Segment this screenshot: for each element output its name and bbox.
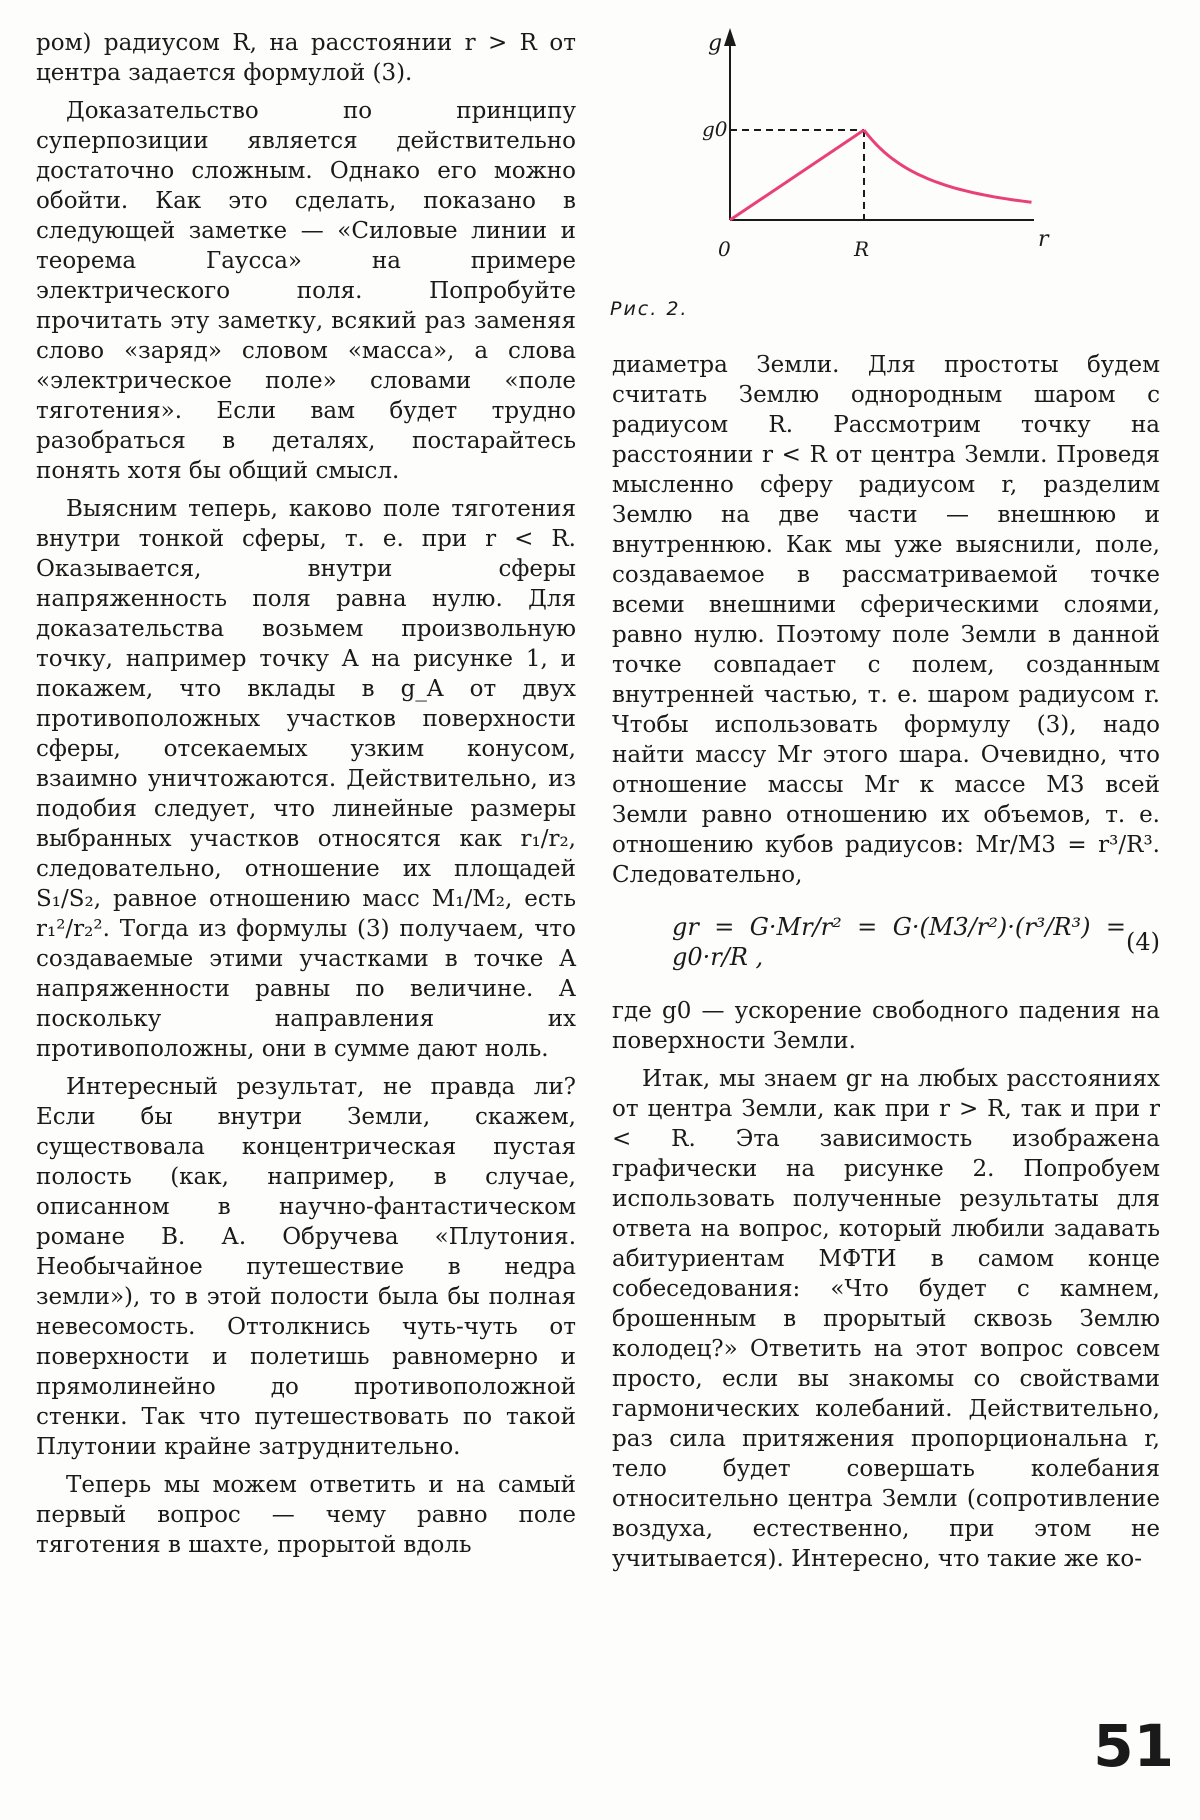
origin-label: 0 [718,237,731,261]
y-axis-arrow [724,28,736,46]
paragraph: Теперь мы можем ответить и на самый первый вопрос — чему равно поле тяготения в шахте, прорытой вдоль [36,1472,576,1558]
curve-outside-earth [864,130,1032,202]
figure-2 [606,20,1166,320]
formula-4 [612,912,1160,972]
page-number: 51 [1093,1712,1174,1780]
x-axis-label: r [1038,227,1049,252]
paragraph: Итак, мы знаем gr на любых расстояниях от центра Земли, как при r > R, так и при r < R. Эта зависимость изображена графически на рисунке 2. Попробуем использовать полученные результаты для ответа на вопрос, который любили задавать абитуриентам МФТИ в самом конце собеседования: «Что будет с камнем, брошенным в прорытый сквозь Землю колодец?» Ответить на этот вопрос совсем просто, если вы знакомы со свойствами гармонических колебаний. Действительно, раз сила притяжения пропорциональна r, тело будет совершать колебания относительно центра Земли (сопротивление воздуха, естественно, при этом не учитывается). Интересно, что такие же ко- [612,1066,1160,1572]
formula-number: (4) [1126,928,1160,956]
curve-inside-earth [730,130,864,220]
R-tick-label: R [854,237,870,261]
g0-tick-label: g0 [702,117,728,141]
figure-caption: Рис. 2. [610,298,689,320]
paragraph: ром) радиусом R, на расстоянии r > R от центра задается формулой (3). [36,30,576,86]
paragraph: диаметра Земли. Для простоты будем считать Землю однородным шаром с радиусом R. Рассмотрим точку на расстоянии r < R от центра Земли. Проведя мысленно сферу радиусом r, разделим Землю на две части — внешнюю и внутреннюю. Как мы уже выяснили, поле, создаваемое в рассматриваемой точке всеми внешними сферическими слоями, равно нулю. Поэтому поле Земли в данной точке совпадает с полем, созданным внутренней частью, т. е. шаром радиусом r. Чтобы использовать формулу (3), надо найти массу Mr этого шара. Очевидно, что отношение массы Mr к массе M3 всей Земли равно отношению их объемов, т. е. отношению кубов радиусов: Mr/M3 = r³/R³. Следовательно, [612,352,1160,888]
gravity-chart [606,20,1166,320]
left-column [36,28,576,1568]
paragraph: Выясним теперь, каково поле тяготения внутри тонкой сферы, т. е. при r < R. Оказывается, внутри сферы напряженность поля равна нулю. Для доказательства возьмем произвольную точку, например точку A на рисунке 1, и покажем, что вклады в g_A от двух противоположных участков поверхности сферы, отсекаемых узким конусом, взаимно уничтожаются. Действительно, из подобия следует, что линейные размеры выбранных участков относятся как r₁/r₂, следовательно, отношение их площадей S₁/S₂, равное отношению масс M₁/M₂, есть r₁²/r₂². Тогда из формулы (3) получаем, что создаваемые этими участками в точке A напряженности равны по величине. А поскольку направления их противоположны, они в сумме дают ноль. [36,496,576,1062]
right-column [612,350,1160,1582]
paragraph: Интересный результат, не правда ли? Если бы внутри Земли, скажем, существовала концентрическая пустая полость (как, например, в случае, описанном в научно-фантастическом романе В. А. Обручева «Плутония. Необычайное путешествие в недра земли»), то в этой полости была бы полная невесомость. Оттолкнись чуть-чуть от поверхности и полетишь равномерно и прямолинейно до противоположной стенки. Так что путешествовать по такой Плутонии крайне затруднительно. [36,1074,576,1460]
paragraph: Доказательство по принципу суперпозиции является действительно достаточно сложным. Однако его можно обойти. Как это сделать, показано в следующей заметке — «Силовые линии и теорема Гаусса» на примере электрического поля. Попробуйте прочитать эту заметку, всякий раз заменяя слово «заряд» словом «масса», а слова «электрическое поле» словами «поле тяготения». Если вам будет трудно разобраться в деталях, постарайтесь понять хотя бы общий смысл. [36,98,576,484]
paragraph: где g0 — ускорение свободного падения на поверхности Земли. [612,998,1160,1054]
formula-expression: gr = G·Mr/r² = G·(M3/r²)·(r³/R³) = g0·r/R , [672,913,1126,971]
y-axis-label: g [708,31,723,56]
